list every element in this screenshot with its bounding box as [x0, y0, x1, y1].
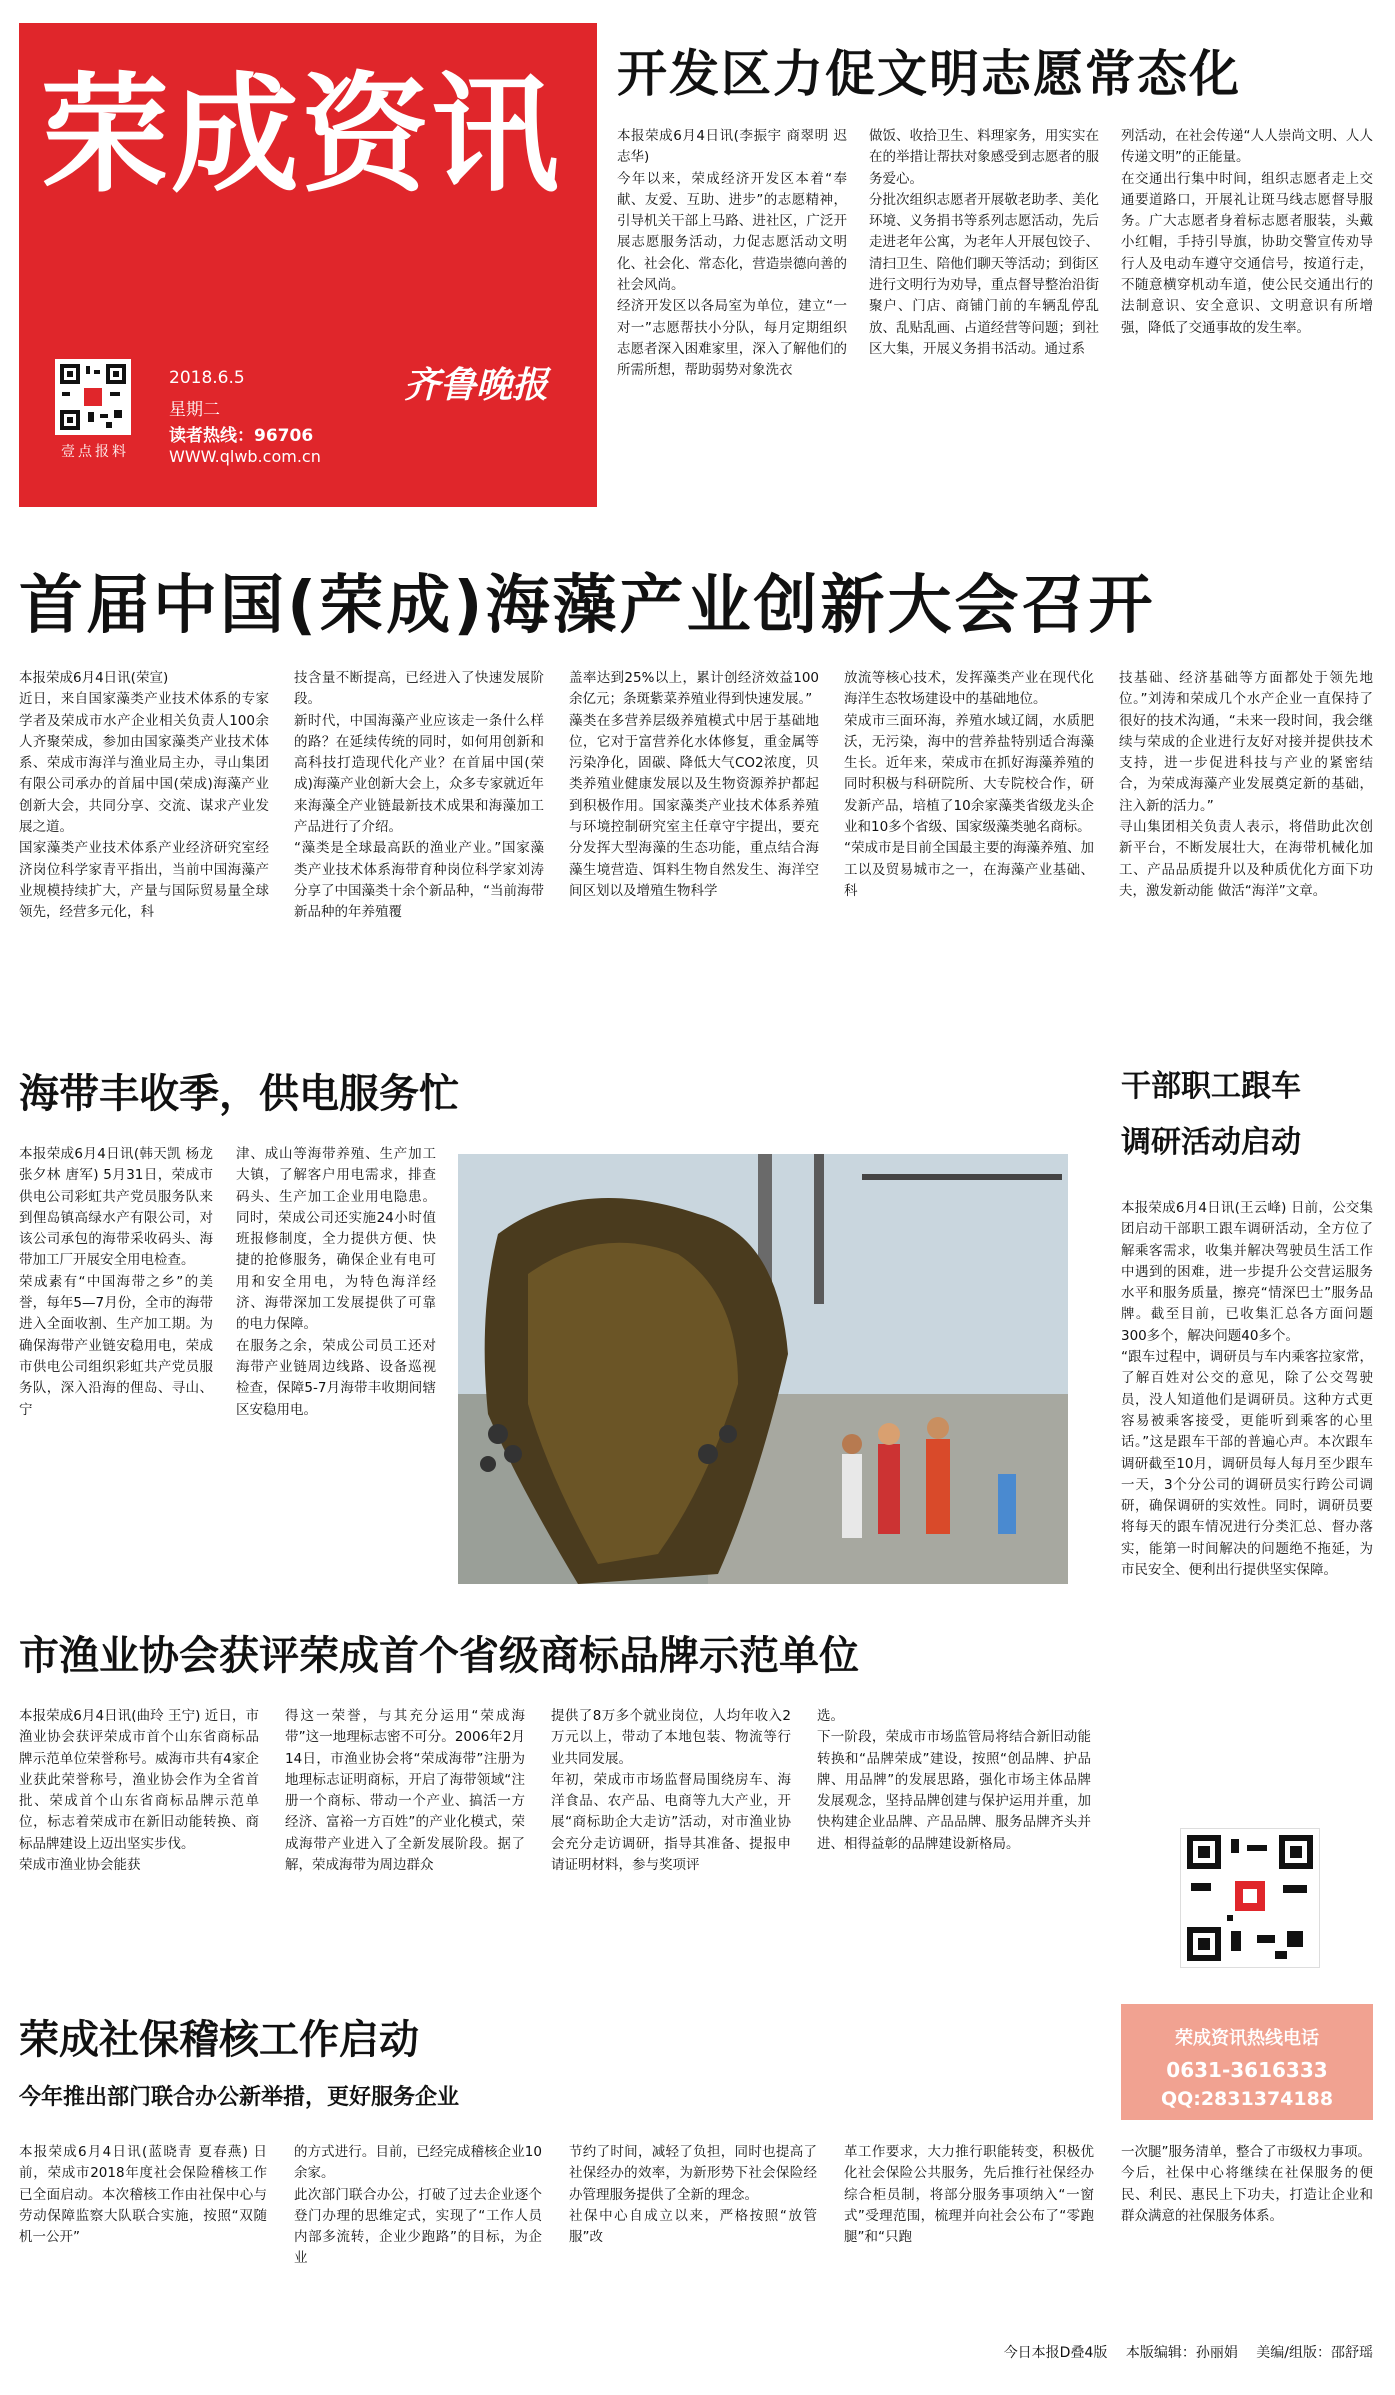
article6-col4: 革工作要求，大力推行职能转变，积极优化社会保险公共服务，先后推行社保经办综合柜员制，将部分服务事项纳入“一窗式”受理范围，梳理并向社会公布了“零跑腿”和“只跑 [844, 2144, 1094, 2246]
qr-code [55, 359, 131, 435]
article3-headline: 海带丰收季，供电服务忙 [19, 1071, 459, 1117]
article5-col2: 得这一荣誉，与其充分运用“荣成海带”这一地理标志密不可分。2006年2月14日，市渔业协会将“荣成海带”注册为地理标志证明商标，开启了海带领域“注册一个商标、带动一个产业、搞活一方经济、富裕一方百姓”的产业化模式，荣成海带产业进入了全新发展阶段。据了解，荣成海带为周边群众 [285, 1708, 525, 1874]
article2-col4: 放流等核心技术，发挥藻类产业在现代化海洋生态牧场建设中的基础地位。 荣成市三面环海，养殖水域辽阔，水质肥沃，无污染，海中的营养盐特别适合海藻生长。近年来，荣成市在抓好海藻养殖的同时积极与科研院所、大专院校合作，研发新产品，培植了10余家藻类省级龙头企业和10多个省级、国家级藻类驰名商标。 “荣成市是目前全国最主要的海藻养殖、加工以及贸易城市之一，在海藻产业基础、科 [844, 670, 1094, 899]
website: WWW.qlwb.com.cn [169, 447, 321, 466]
footer-design: 美编/组版：邵舒瑶 [1256, 2345, 1373, 2361]
article2-col5: 技基础、经济基础等方面都处于领先地位。”刘涛和荣成几个水产企业一直保持了很好的技术沟通，“未来一段时间，我会继续与荣成的企业进行友好对接并提供技术支持，进一步促进科技与产业的紧密结合，为荣成海藻产业发展奠定新的基础，注入新的活力。” 寻山集团相关负责人表示，将借助此次创新平台，不断发展壮大，在海带机械化加工、产品品质提升以及种质优化方面下功夫，激发新动能 做活“海洋”文章。 [1119, 670, 1373, 899]
article1-col3: 列活动，在社会传递“人人崇尚文明、人人传递文明”的正能量。 在交通出行集中时间，组织志愿者走上交通要道路口，开展礼让斑马线志愿督导服务。广大志愿者身着标志愿者服装，头戴小红帽，手持引导旗，协助交警宣传劝导行人及电动车遵守交通信号，按道行走，不随意横穿机动车道，使公民交通出行的法制意识、安全意识、文明意识有所增强，降低了交通事故的发生率。 [1121, 128, 1373, 336]
kelp-harvest-photo [458, 1154, 1068, 1584]
article6-col5: 一次腿”服务清单，整合了市级权力事项。 今后，社保中心将继续在社保服务的便民、利民、惠民上下功夫，打造让企业和群众满意的社保服务体系。 [1121, 2144, 1373, 2224]
hotline-box-phone: 0631-3616333 [1166, 2058, 1328, 2082]
masthead-logo-text: 荣成资讯 [41, 61, 562, 210]
article6-col3: 节约了时间，减轻了负担，同时也提高了社保经办的效率，为新形势下社会保险经办管理服务提供了全新的理念。 社保中心自成立以来，严格按照“放管服”改 [569, 2144, 817, 2246]
issue-weekday: 星期二 [169, 400, 220, 420]
masthead [19, 23, 597, 507]
masthead-logo [41, 61, 581, 211]
article3-col1: 本报荣成6月4日讯(韩天凯 杨龙 张夕林 唐军) 5月31日，荣成市供电公司彩虹共产党员服务队来到俚岛镇高绿水产有限公司，对该公司承包的海带采收码头、海带加工厂开展安全用电检查。 荣成素有“中国海带之乡”的美誉，每年5—7月份，全市的海带进入全面收割、生产加工期。为确保海带产业链安稳用电，荣成市供电公司组织彩虹共产党员服务队，深入沿海的俚岛、寻山、宁 [19, 1146, 213, 1418]
hotline-box [1121, 2004, 1373, 2120]
article5-col4: 选。 下一阶段，荣成市市场监管局将结合新旧动能转换和“品牌荣成”建设，按照“创品牌、护品牌、用品牌”的发展思路，强化市场主体品牌发展观念，坚持品牌创建与保护运用并重，加快构建企业品牌、产品品牌、服务品牌齐头并进、相得益彰的品牌建设新格局。 [817, 1708, 1091, 1852]
article3-col2: 津、成山等海带养殖、生产加工大镇，了解客户用电需求，排查码头、生产加工企业用电隐患。同时，荣成公司还实施24小时值班报修制度，全力提供方便、快捷的抢修服务，确保企业有电可用和安全用电，为特色海洋经济、海带深加工发展提供了可靠的电力保障。 在服务之余，荣成公司员工还对海带产业链周边线路、设备巡视检查，保障5-7月海带丰收期间辖区安稳用电。 [236, 1146, 436, 1418]
article2-col1: 本报荣成6月4日讯(荣宣) 近日，来自国家藻类产业技术体系的专家学者及荣成市水产企业相关负责人100余人齐聚荣成，参加由国家藻类产业技术体系、荣成市海洋与渔业局主办，寻山集团有限公司承办的首届中国(荣成)海藻产业创新大会，共同分享、交流、谋求产业发展之道。 国家藻类产业技术体系产业经济研究室经济岗位科学家青平指出，当前中国海藻产业规模持续扩大，产量与国际贸易量全球领先，经营多元化，科 [19, 670, 269, 921]
article4-body: 本报荣成6月4日讯(王云峰) 日前，公交集团启动干部职工跟车调研活动，全方位了解乘客需求，收集并解决驾驶员生活工作中遇到的困难，进一步提升公交营运服务水平和服务质量，擦亮“情深巴士”服务品牌。截至目前，已收集汇总各方面问题300多个，解决问题40多个。 “跟车过程中，调研员与车内乘客拉家常，了解百姓对公交的意见，除了公交驾驶员，没人知道他们是调研员。这种方式更容易被乘客接受，更能听到乘客的心里话。”这是跟车干部的普遍心声。本次跟车调研截至10月，调研员每人每月至少跟车一天，3个分公司的调研员实行跨公司调研，确保调研的实效性。同时，调研员要将每天的跟车情况进行分类汇总、督办落实，能第一时间解决的问题绝不拖延，为市民安全、便利出行提供坚实保障。 [1121, 1200, 1373, 1579]
footer-editor: 本版编辑：孙丽娟 [1125, 2345, 1238, 2361]
article2-col2: 技含量不断提高，已经进入了快速发展阶段。 新时代，中国海藻产业应该走一条什么样的路？在延续传统的同时，如何用创新和高科技打造现代化产业？在首届中国(荣成)海藻产业创新大会上，众多专家就近年来海藻全产业链最新技术成果和海藻加工产品进行了介绍。 “藻类是全球最高跃的渔业产业。”国家藻类产业技术体系海带育种岗位科学家刘涛分享了中国藻类十余个新品种，“当前海带新品种的年养殖覆 [294, 670, 544, 921]
article1-col2: 做饭、收拾卫生、料理家务，用实实在在的举措让帮扶对象感受到志愿者的服务爱心。 分批次组织志愿者开展敬老助孝、美化环境、义务捐书等系列志愿活动，先后走进老年公寓，为老年人开展包饺子、清扫卫生、陪他们聊天等活动；到街区进行文明行为劝导，重点督导整治沿街聚户、门店、商铺门前的车辆乱停乱放、乱贴乱画、占道经营等问题；到社区大集，开展义务捐书活动。通过系 [869, 128, 1099, 357]
article6-col2: 的方式进行。目前，已经完成稽核企业10余家。 此次部门联合办公，打破了过去企业逐个登门办理的思维定式，实现了“工作人员内部多流转，企业少跑路”的目标，为企业 [294, 2144, 542, 2267]
article6-col1: 本报荣成6月4日讯(蓝晓青 夏春燕) 日前，荣成市2018年度社会保险稽核工作已全面启动。本次稽核工作由社保中心与劳动保障监察大队联合实施，按照“双随机一公开” [19, 2144, 267, 2246]
issue-date: 2018.6.5 [169, 368, 245, 388]
sidebar-qr-code [1180, 1828, 1320, 1968]
article4-headline-line2: 调研活动启动 [1121, 1125, 1301, 1160]
article6-subtitle: 今年推出部门联合办公新举措，更好服务企业 [19, 2085, 460, 2110]
article1-col1: 本报荣成6月4日讯(李振宇 商翠明 迟志华) 今年以来，荣成经济开发区本着“奉献、友爱、互助、进步”的志愿精神，引导机关干部上马路、进社区，广泛开展志愿服务活动，力促志愿活动文明化、社会化、常态化，营造崇德向善的社会风尚。 经济开发区以各局室为单位，建立“一对一”志愿帮扶小分队，每月定期组织志愿者深入困难家里，深入了解他们的所需所想，帮助弱势对象洗衣 [617, 128, 847, 379]
article5-col1: 本报荣成6月4日讯(曲玲 王宁) 近日，市渔业协会获评荣成市首个山东省商标品牌示范单位荣誉称号。威海市共有4家企业获此荣誉称号，渔业协会作为全省首批、荣成首个山东省商标品牌示范单位，标志着荣成市在新旧动能转换、商标品牌建设上迈出坚实步伐。 荣成市渔业协会能获 [19, 1708, 259, 1874]
article4-headline-line1: 干部职工跟车 [1121, 1069, 1301, 1104]
reader-hotline: 读者热线：96706 [169, 426, 314, 446]
qr-caption: 壹点报料 [61, 444, 129, 460]
footer-pages: 今日本报D叠4版 [1003, 2345, 1108, 2361]
article6-headline: 荣成社保稽核工作启动 [19, 2017, 419, 2063]
footer [900, 2342, 1373, 2362]
article1-headline: 开发区力促文明志愿常态化 [617, 45, 1241, 103]
paper-logo: 齐鲁晚报 [404, 364, 549, 406]
article2-headline: 首届中国(荣成)海藻产业创新大会召开 [19, 569, 1156, 643]
article5-col3: 提供了8万多个就业岗位，人均年收入2万元以上，带动了本地包装、物流等行业共同发展。 年初，荣成市市场监督局围绕房车、海洋食品、农产品、电商等九大产业，开展“商标助企大走访”活动，对市渔业协会充分走访调研，指导其准备、提报申请证明材料，参与奖项评 [551, 1708, 791, 1874]
article5-headline: 市渔业协会获评荣成首个省级商标品牌示范单位 [19, 1633, 859, 1679]
hotline-box-qq: QQ:2831374188 [1160, 2088, 1334, 2110]
hotline-box-title: 荣成资讯热线电话 [1175, 2028, 1319, 2049]
article2-col3: 盖率达到25%以上，累计创经济效益100余亿元；条斑紫菜养殖业得到快速发展。” 藻类在多营养层级养殖模式中居于基础地位，它对于富营养化水体修复，重金属等污染净化，固碳、降低大气CO2浓度，贝类养殖业健康发展以及生物资源养护都起到积极作用。国家藻类产业技术体系养殖与环境控制研究室主任章守宇提出，要充分发挥大型海藻的生态功能，重点结合海藻生境营造、饵料生物自然发生、海洋空间区划以及增殖生物科学 [569, 670, 819, 899]
